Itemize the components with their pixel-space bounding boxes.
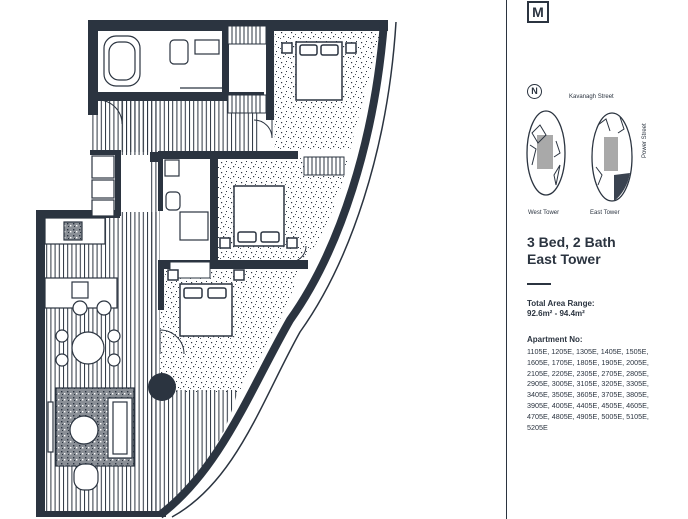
apartment-title — [527, 234, 616, 268]
west-tower-label: West Tower — [528, 210, 560, 216]
ensuite-bathroom — [165, 160, 208, 240]
apartment-title-line2: East Tower — [527, 251, 601, 267]
tower-location-map — [520, 105, 645, 210]
brand-logo: M — [527, 1, 549, 23]
title-underline — [527, 283, 551, 285]
west-tower-outline — [527, 111, 565, 195]
area-range-value: 92.6m² - 94.4m² — [527, 309, 585, 318]
street-label-east: Power Street — [642, 123, 648, 158]
compass-north-icon: N — [527, 84, 542, 99]
apartment-title-line1: 3 Bed, 2 Bath — [527, 234, 616, 250]
apartment-number-label: Apartment No: — [527, 335, 583, 344]
street-label-north: Kavanagh Street — [569, 94, 614, 100]
apartment-number-list: 1105E, 1205E, 1305E, 1405E, 1505E, 1605E, 1705E, 1805E, 1905E, 2005E, 2105E, 2205E, 2305E, 2705E, 2805E, 2905E, 3005E, 3105E, 3205E, 3305E, 3405E, 3505E, 3605E, 3705E, 3805E, 3905E, 4005E, 4405E, 4505E, 4605E, 4705E, 4805E, 4905E, 5005E, 5105E, 5205E — [527, 347, 649, 432]
east-tower-label: East Tower — [590, 210, 620, 216]
east-tower-outline — [592, 113, 632, 201]
sheet-divider — [506, 0, 507, 519]
area-range-label: Total Area Range: — [527, 299, 595, 308]
